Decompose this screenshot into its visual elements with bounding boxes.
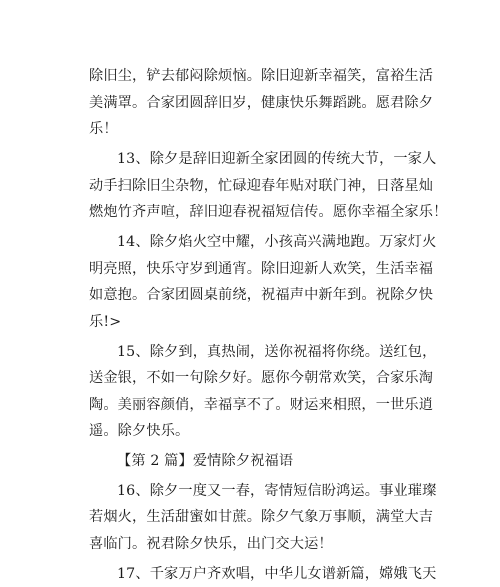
text-line: 喜临门。祝君除夕快乐，出门交大运！: [89, 536, 333, 553]
text-line: 15、除夕到，真热闹，送你祝福将你绕。送红包，: [117, 343, 437, 360]
text-line: 美满罩。合家团圆辞旧岁，健康快乐舞蹈跳。愿君除夕: [89, 94, 434, 111]
text-line: 如意抱。合家团圆桌前绕，祝福声中新年到。祝除夕快: [89, 287, 434, 304]
text-line: 16、除夕一度又一春，寄情短信盼鸿运。事业璀璨: [117, 482, 437, 499]
text-line: 17、千家万户齐欢唱，中华儿女谱新篇，嫦娥飞天: [117, 565, 437, 582]
text-line: 遥。除夕快乐。: [89, 423, 190, 440]
text-line: 乐！: [89, 121, 118, 138]
section-heading: 【第 2 篇】爱情除夕祝福语: [117, 453, 294, 470]
text-line: 明亮照，快乐守岁到通宵。除旧迎新人欢笑，生活幸福: [89, 260, 434, 277]
text-line: 若烟火，生活甜蜜如甘蔗。除夕气象万事顺，满堂大吉: [89, 509, 434, 526]
text-line: 除旧尘，铲去郁闷除烦恼。除旧迎新幸福笑，富裕生活: [89, 68, 434, 84]
text-line: 14、除夕焰火空中耀，小孩高兴满地跑。万家灯火: [117, 233, 437, 250]
text-line: 动手扫除旧尘杂物，忙碌迎春年贴对联门神，日落星灿: [89, 177, 434, 194]
text-line: 送金银，不如一句除夕好。愿你今朝常欢笑，合家乐淘: [89, 370, 434, 387]
document-body: [89, 63, 448, 587]
text-line: 陶。美丽容颜俏，幸福享不了。财运来相照，一世乐逍: [89, 396, 434, 413]
text-line: 13、除夕是辞旧迎新全家团圆的传统大节，一家人: [117, 150, 437, 167]
text-line: 燃炮竹齐声喧，辞旧迎春祝福短信传。愿你幸福全家乐！: [89, 204, 448, 221]
text-line: 乐!>: [89, 313, 122, 330]
